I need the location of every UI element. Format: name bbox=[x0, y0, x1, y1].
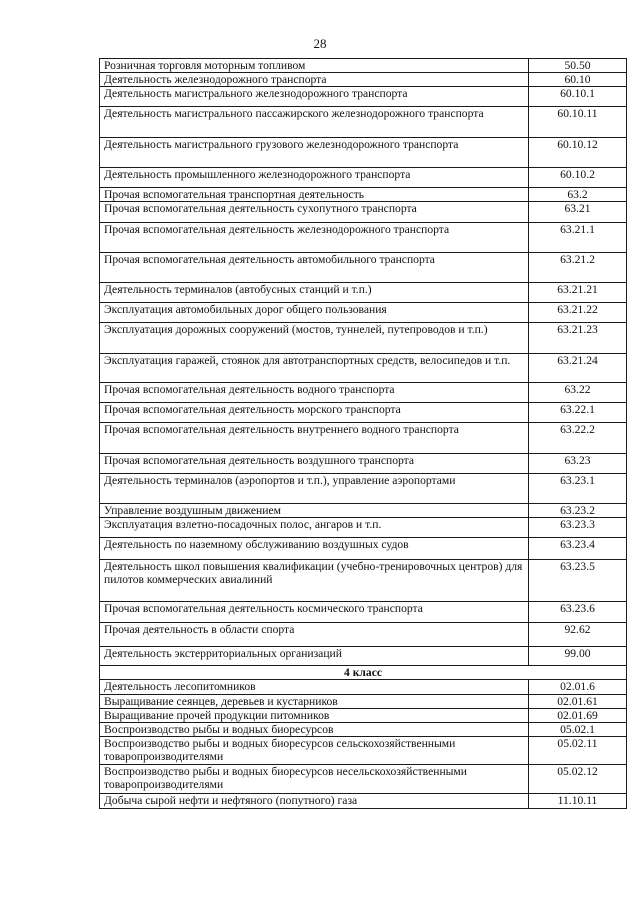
activity-name-cell: Управление воздушным движением bbox=[100, 504, 529, 518]
table-row bbox=[100, 560, 627, 602]
activity-code-cell: 63.23.4 bbox=[529, 538, 627, 560]
activity-name-cell: Деятельность магистрального пассажирского железнодорожного транспорта bbox=[100, 107, 529, 138]
activity-code-cell: 60.10.1 bbox=[529, 87, 627, 107]
page-number: 28 bbox=[313, 36, 327, 51]
activity-name-cell: Розничная торговля моторным топливом bbox=[100, 59, 529, 73]
activity-code-cell: 63.23.6 bbox=[529, 602, 627, 623]
table-row bbox=[100, 695, 627, 709]
activity-name-cell: Прочая вспомогательная деятельность морского транспорта bbox=[100, 403, 529, 423]
activity-code-cell: 11.10.11 bbox=[529, 794, 627, 809]
activity-code-cell: 63.23 bbox=[529, 454, 627, 474]
activity-code-cell: 63.23.1 bbox=[529, 474, 627, 504]
activity-name-cell: Деятельность железнодорожного транспорта bbox=[100, 73, 529, 87]
activity-name-cell: Прочая вспомогательная деятельность сухопутного транспорта bbox=[100, 202, 529, 223]
activity-code-cell: 63.21.22 bbox=[529, 303, 627, 323]
activity-name-cell: Деятельность экстерриториальных организаций bbox=[100, 647, 529, 666]
table-row bbox=[100, 223, 627, 253]
activity-name-cell: Выращивание прочей продукции питомников bbox=[100, 709, 529, 723]
table-row bbox=[100, 383, 627, 403]
activity-name-cell: Деятельность терминалов (автобусных станций и т.п.) bbox=[100, 283, 529, 303]
table-row bbox=[100, 623, 627, 647]
section-header-row bbox=[100, 666, 627, 680]
activity-code-cell: 63.21.21 bbox=[529, 283, 627, 303]
activity-code-cell: 05.02.1 bbox=[529, 723, 627, 737]
table-row bbox=[100, 202, 627, 223]
table-row bbox=[100, 794, 627, 809]
table-row bbox=[100, 403, 627, 423]
table-row bbox=[100, 354, 627, 383]
table-row bbox=[100, 188, 627, 202]
table-row bbox=[100, 423, 627, 454]
table-row bbox=[100, 602, 627, 623]
activity-code-cell: 63.22.1 bbox=[529, 403, 627, 423]
activity-code-cell: 60.10.11 bbox=[529, 107, 627, 138]
activity-name-cell: Деятельность промышленного железнодорожного транспорта bbox=[100, 168, 529, 188]
activity-code-cell: 99.00 bbox=[529, 647, 627, 666]
activity-code-cell: 05.02.11 bbox=[529, 737, 627, 765]
activity-name-cell: Эксплуатация гаражей, стоянок для автотранспортных средств, велосипедов и т.п. bbox=[100, 354, 529, 383]
activity-code-cell: 63.21.23 bbox=[529, 323, 627, 354]
activity-name-cell: Деятельность лесопитомников bbox=[100, 680, 529, 695]
table-row bbox=[100, 538, 627, 560]
activity-code-cell: 63.22 bbox=[529, 383, 627, 403]
activity-name-cell: Деятельность школ повышения квалификации (учебно-тренировочных центров) для пилотов коммерческих авиалиний bbox=[100, 560, 529, 602]
activity-name-cell: Воспроизводство рыбы и водных биоресурсов сельскохозяйственными товаропроизводителями bbox=[100, 737, 529, 765]
activity-name-cell: Воспроизводство рыбы и водных биоресурсов несельскохозяйственными товаропроизводителями bbox=[100, 765, 529, 794]
activity-code-cell: 63.22.2 bbox=[529, 423, 627, 454]
activity-code-cell: 05.02.12 bbox=[529, 765, 627, 794]
activity-code-cell: 63.2 bbox=[529, 188, 627, 202]
table-row bbox=[100, 138, 627, 168]
table-row bbox=[100, 323, 627, 354]
activity-code-cell: 63.21.1 bbox=[529, 223, 627, 253]
activity-name-cell: Прочая деятельность в области спорта bbox=[100, 623, 529, 647]
activity-name-cell: Воспроизводство рыбы и водных биоресурсов bbox=[100, 723, 529, 737]
activity-name-cell: Выращивание сеянцев, деревьев и кустарников bbox=[100, 695, 529, 709]
activity-name-cell: Прочая вспомогательная деятельность воздушного транспорта bbox=[100, 454, 529, 474]
activity-name-cell: Прочая вспомогательная деятельность космического транспорта bbox=[100, 602, 529, 623]
table-row bbox=[100, 73, 627, 87]
activity-code-cell: 02.01.61 bbox=[529, 695, 627, 709]
activity-name-cell: Прочая вспомогательная деятельность внутреннего водного транспорта bbox=[100, 423, 529, 454]
activity-name-cell: Эксплуатация автомобильных дорог общего пользования bbox=[100, 303, 529, 323]
activity-name-cell: Прочая вспомогательная деятельность автомобильного транспорта bbox=[100, 253, 529, 283]
table-row bbox=[100, 59, 627, 73]
table-row bbox=[100, 680, 627, 695]
activity-code-cell: 63.23.3 bbox=[529, 518, 627, 538]
activity-name-cell: Деятельность магистрального грузового железнодорожного транспорта bbox=[100, 138, 529, 168]
table-row bbox=[100, 87, 627, 107]
activity-name-cell: Деятельность терминалов (аэропортов и т.п.), управление аэропортами bbox=[100, 474, 529, 504]
section-title: 4 класс bbox=[100, 666, 627, 680]
table-row bbox=[100, 709, 627, 723]
table-row bbox=[100, 647, 627, 666]
activity-code-cell: 50.50 bbox=[529, 59, 627, 73]
activity-code-cell: 60.10.2 bbox=[529, 168, 627, 188]
table-row bbox=[100, 737, 627, 765]
activity-code-cell: 63.23.2 bbox=[529, 504, 627, 518]
activity-code-cell: 63.21.24 bbox=[529, 354, 627, 383]
activity-code-cell: 60.10 bbox=[529, 73, 627, 87]
table-row bbox=[100, 518, 627, 538]
table-row bbox=[100, 303, 627, 323]
activity-code-cell: 63.21 bbox=[529, 202, 627, 223]
table-row bbox=[100, 504, 627, 518]
table-row bbox=[100, 168, 627, 188]
activity-code-cell: 60.10.12 bbox=[529, 138, 627, 168]
activity-code-cell: 63.23.5 bbox=[529, 560, 627, 602]
table-row bbox=[100, 253, 627, 283]
activity-code-cell: 92.62 bbox=[529, 623, 627, 647]
activity-name-cell: Эксплуатация дорожных сооружений (мостов, туннелей, путепроводов и т.п.) bbox=[100, 323, 529, 354]
activity-name-cell: Прочая вспомогательная деятельность железнодорожного транспорта bbox=[100, 223, 529, 253]
activity-name-cell: Прочая вспомогательная деятельность водного транспорта bbox=[100, 383, 529, 403]
activity-name-cell: Добыча сырой нефти и нефтяного (попутного) газа bbox=[100, 794, 529, 809]
activity-name-cell: Деятельность магистрального железнодорожного транспорта bbox=[100, 87, 529, 107]
table-row bbox=[100, 454, 627, 474]
table-row bbox=[100, 474, 627, 504]
table-row bbox=[100, 765, 627, 794]
activity-name-cell: Прочая вспомогательная транспортная деятельность bbox=[100, 188, 529, 202]
activity-name-cell: Эксплуатация взлетно-посадочных полос, ангаров и т.п. bbox=[100, 518, 529, 538]
table-row bbox=[100, 107, 627, 138]
activity-code-cell: 02.01.6 bbox=[529, 680, 627, 695]
activity-name-cell: Деятельность по наземному обслуживанию воздушных судов bbox=[100, 538, 529, 560]
activity-codes-table bbox=[99, 58, 627, 809]
table-body bbox=[100, 59, 627, 809]
table-row bbox=[100, 283, 627, 303]
table-row bbox=[100, 723, 627, 737]
activity-code-cell: 02.01.69 bbox=[529, 709, 627, 723]
activity-code-cell: 63.21.2 bbox=[529, 253, 627, 283]
